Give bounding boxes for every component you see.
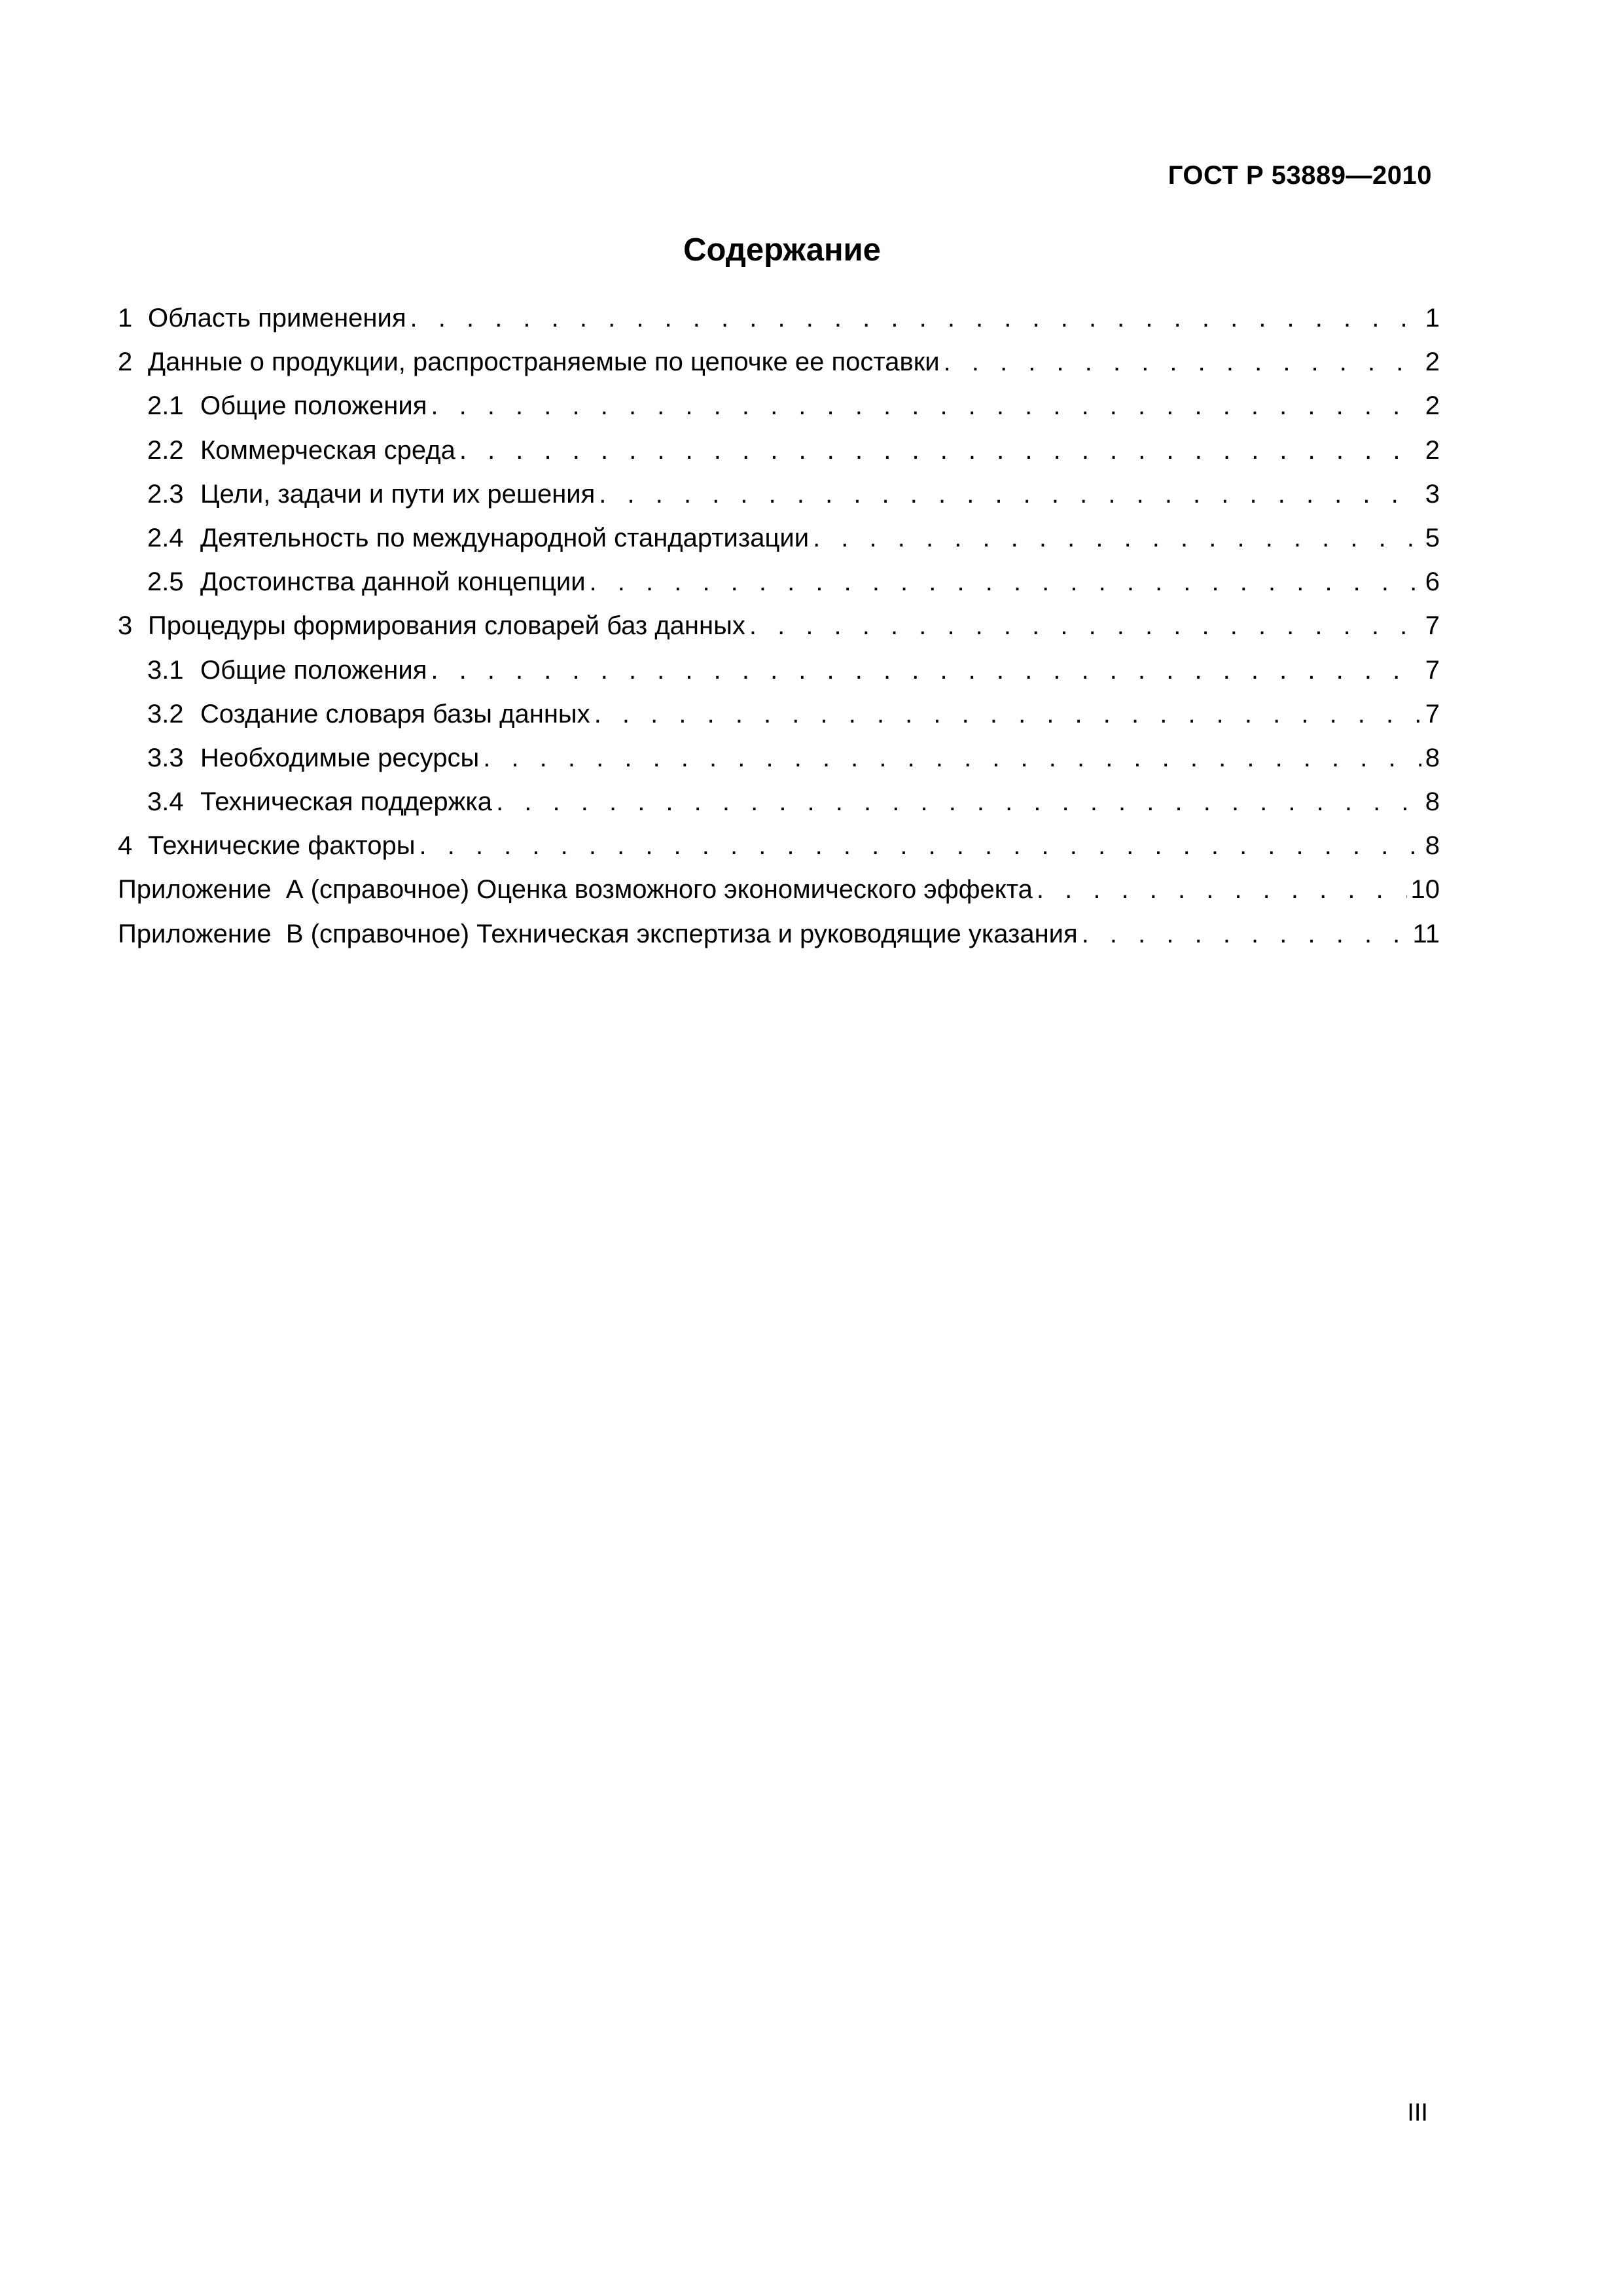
toc-item-page: 11 <box>1412 919 1440 948</box>
toc-item-page: 3 <box>1425 479 1440 509</box>
toc-item-title: Деятельность по международной стандартизации <box>200 523 810 552</box>
toc-leader-dots <box>1082 912 1409 956</box>
toc-item-title: Технические факторы <box>148 831 416 861</box>
document-code: ГОСТ Р 53889—2010 <box>1168 161 1432 190</box>
toc-item[interactable] <box>118 560 1440 604</box>
toc-leader-dots <box>410 296 1421 340</box>
toc-item-number: 3.2 <box>147 699 184 728</box>
toc-item[interactable] <box>118 516 1440 560</box>
toc-item-title: Общие положения <box>200 655 427 685</box>
toc-leader-dots <box>944 340 1421 384</box>
toc-item-title: Процедуры формирования словарей баз данных <box>148 611 745 641</box>
toc-item-page: 7 <box>1425 611 1440 641</box>
toc-item-number: 2.5 <box>147 567 184 597</box>
toc-item[interactable] <box>118 692 1440 736</box>
toc-item-appendix[interactable] <box>118 912 1440 956</box>
toc-item-page: 2 <box>1425 348 1440 377</box>
toc-leader-dots <box>496 780 1421 824</box>
toc-leader-dots <box>483 736 1421 780</box>
toc-item-number: 1 <box>118 304 133 332</box>
toc-leader-dots <box>594 692 1421 736</box>
toc-item-number: 2.2 <box>147 435 184 465</box>
toc-item-title: Данные о продукции, распространяемые по цепочке ее поставки <box>148 348 940 377</box>
toc-item-number: 2 <box>118 348 133 377</box>
toc-item[interactable] <box>118 736 1440 780</box>
toc-item[interactable] <box>118 649 1440 692</box>
toc-item-page: 10 <box>1410 875 1440 905</box>
toc-item-title: Необходимые ресурсы <box>200 743 480 772</box>
toc-item-page: 1 <box>1425 304 1440 332</box>
toc-item-appendix[interactable] <box>118 868 1440 912</box>
toc-item[interactable] <box>118 473 1440 516</box>
toc-item-title: Общие положения <box>200 391 427 421</box>
table-of-contents <box>118 296 1440 956</box>
toc-leader-dots <box>419 824 1421 868</box>
toc-item-title: Коммерческая среда <box>200 435 455 465</box>
toc-item-page: 6 <box>1425 567 1440 597</box>
toc-item[interactable] <box>118 384 1440 428</box>
toc-item-page: 2 <box>1425 435 1440 465</box>
toc-leader-dots <box>813 516 1421 560</box>
toc-item-number: 2.4 <box>147 523 184 552</box>
toc-item-page: 7 <box>1425 655 1440 685</box>
toc-item-number: 3.1 <box>147 655 184 685</box>
toc-leader-dots <box>431 384 1421 428</box>
toc-item-number: 3 <box>118 611 133 641</box>
toc-title: Содержание <box>683 232 881 268</box>
toc-item[interactable] <box>118 824 1440 868</box>
toc-item-title: Достоинства данной концепции <box>200 567 586 597</box>
toc-item-title: Область применения <box>148 304 406 332</box>
toc-item-number: 2.1 <box>147 391 184 421</box>
toc-leader-dots <box>459 429 1421 473</box>
toc-item[interactable] <box>118 340 1440 384</box>
toc-item[interactable] <box>118 296 1440 340</box>
toc-item-number: 2.3 <box>147 479 184 509</box>
toc-item-title: Приложение А (справочное) Оценка возможного экономического эффекта <box>118 875 1033 905</box>
toc-item-page: 8 <box>1425 743 1440 772</box>
toc-item-title: Цели, задачи и пути их решения <box>200 479 596 509</box>
toc-leader-dots <box>1037 868 1407 912</box>
toc-item-page: 7 <box>1425 699 1440 728</box>
page-number: III <box>1407 2099 1428 2126</box>
toc-item-number: 3.4 <box>147 787 184 817</box>
toc-item-number: 4 <box>118 831 133 861</box>
toc-item-page: 2 <box>1425 391 1440 421</box>
toc-item-number: 3.3 <box>147 743 184 772</box>
toc-item[interactable] <box>118 429 1440 473</box>
toc-item-title: Приложение В (справочное) Техническая экспертиза и руководящие указания <box>118 919 1078 948</box>
toc-leader-dots <box>431 649 1421 692</box>
toc-leader-dots <box>590 560 1421 604</box>
toc-item-page: 5 <box>1425 523 1440 552</box>
toc-item[interactable] <box>118 780 1440 824</box>
toc-item-title: Создание словаря базы данных <box>200 699 590 728</box>
toc-leader-dots <box>749 604 1421 648</box>
toc-leader-dots <box>599 473 1421 516</box>
toc-item-page: 8 <box>1425 831 1440 861</box>
toc-item-title: Техническая поддержка <box>200 787 493 817</box>
toc-item-page: 8 <box>1425 787 1440 817</box>
toc-item[interactable] <box>118 604 1440 648</box>
